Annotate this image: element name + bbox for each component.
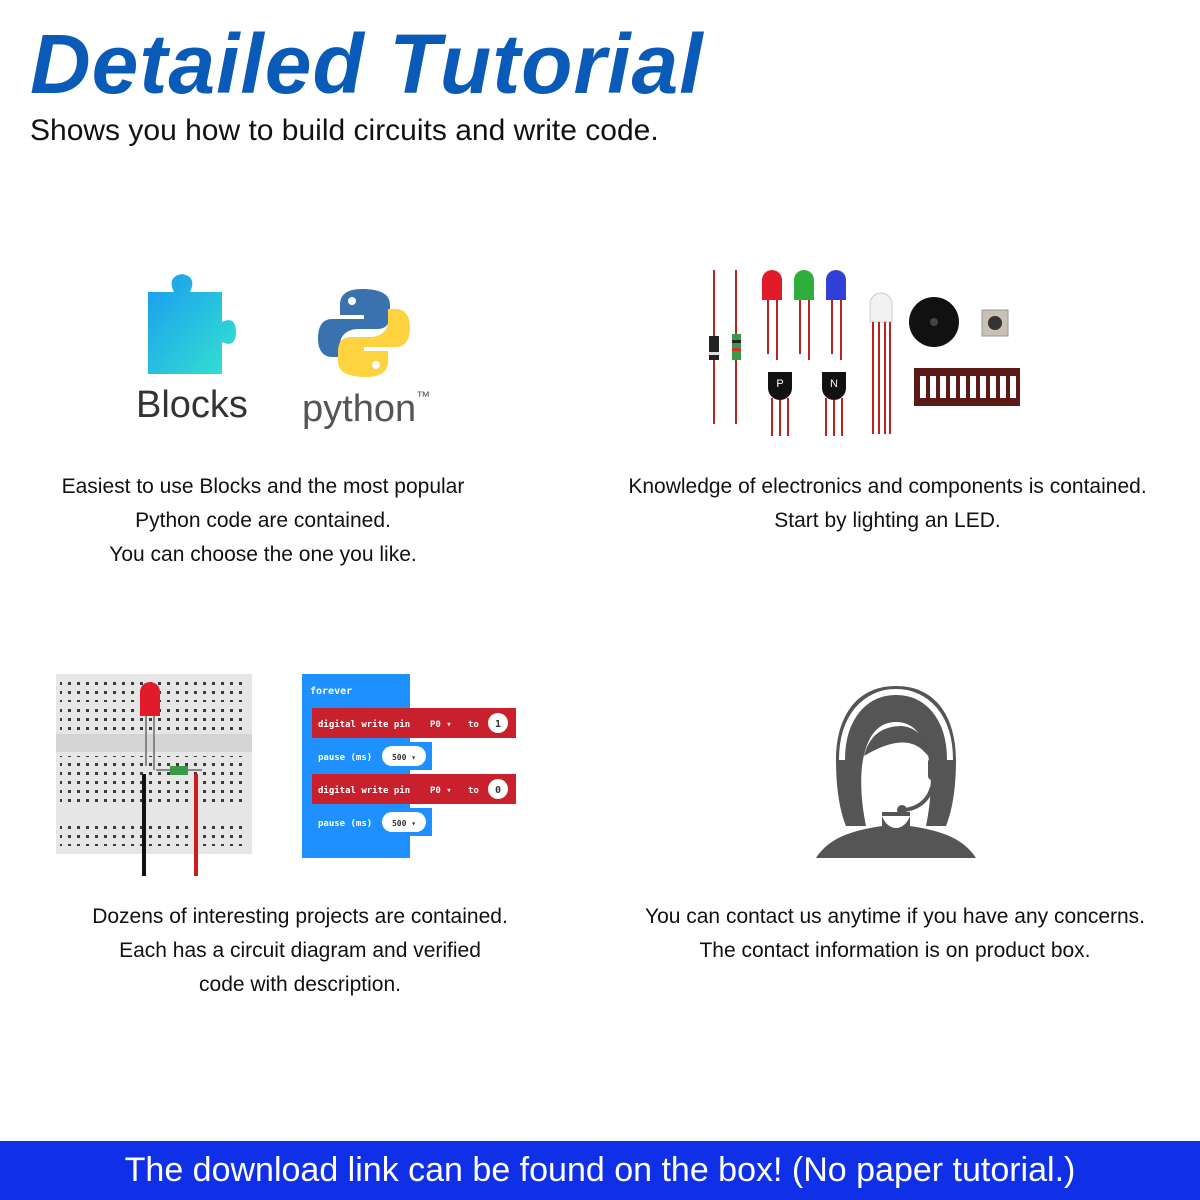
to-label: to <box>468 720 479 730</box>
pause-value-dropdown[interactable]: 500 ▾ <box>391 819 417 828</box>
caption-line: Python code are contained. <box>135 509 391 532</box>
buzzer-icon <box>909 297 959 347</box>
pin-dropdown[interactable]: P0 ▾ <box>430 786 452 796</box>
blocks-python-caption <box>0 470 526 572</box>
caption-line: You can choose the one you like. <box>109 543 417 566</box>
rgb-led-icon <box>870 293 892 434</box>
resistor-icon <box>732 270 741 424</box>
caption-line: Dozens of interesting projects are contained. <box>92 905 508 928</box>
green-led-icon <box>794 270 814 360</box>
pause-value-dropdown[interactable]: 500 ▾ <box>391 753 417 762</box>
electronic-components-illustration <box>700 264 1040 444</box>
value-on-input[interactable]: 1 <box>494 719 502 730</box>
pnp-transistor-icon <box>768 372 792 436</box>
download-link-banner: The download link can be found on the box! (No paper tutorial.) <box>0 1141 1200 1200</box>
blocks-puzzle-icon <box>140 270 240 380</box>
pin-dropdown[interactable]: P0 ▾ <box>430 720 452 730</box>
digital-write-block-label: digital write pin <box>318 786 411 796</box>
caption-line: The contact information is on product box. <box>699 939 1091 962</box>
support-agent-icon <box>806 676 986 866</box>
caption-line: Each has a circuit diagram and verified <box>119 939 481 962</box>
led-bar-graph-icon <box>914 368 1020 406</box>
blue-led-icon <box>826 270 846 360</box>
blocks-label: Blocks <box>136 384 248 426</box>
value-off-input[interactable]: 0 <box>494 785 502 796</box>
npn-transistor-icon <box>822 372 846 436</box>
python-label <box>302 388 430 431</box>
projects-caption <box>0 900 600 1002</box>
red-led-icon <box>762 270 782 360</box>
to-label: to <box>468 786 479 796</box>
makecode-blocks-illustration <box>302 674 522 864</box>
npn-transistor-label: N <box>830 378 838 390</box>
python-label-text: python <box>302 388 417 430</box>
caption-line: Start by lighting an LED. <box>774 509 1001 532</box>
pause-block-label: pause (ms) <box>318 819 373 829</box>
caption-line: code with description. <box>199 973 401 996</box>
diode-icon <box>709 270 719 424</box>
page-title: Detailed Tutorial <box>30 17 704 111</box>
python-logo-icon <box>316 285 412 381</box>
components-caption <box>600 470 1175 538</box>
pnp-transistor-label: P <box>776 378 784 390</box>
caption-line: Easiest to use Blocks and the most popular <box>61 475 465 498</box>
contact-caption <box>600 900 1190 968</box>
digital-write-block-label: digital write pin <box>318 720 411 730</box>
caption-line: Knowledge of electronics and components is contained. <box>628 475 1147 498</box>
forever-block-label: forever <box>310 686 353 697</box>
page-subtitle: Shows you how to build circuits and write code. <box>30 114 659 147</box>
caption-line: You can contact us anytime if you have any concerns. <box>644 905 1146 928</box>
trademark-symbol: ™ <box>416 388 431 404</box>
pause-block-label: pause (ms) <box>318 753 373 763</box>
breadboard-circuit-illustration <box>56 670 256 880</box>
push-button-icon <box>982 310 1008 336</box>
